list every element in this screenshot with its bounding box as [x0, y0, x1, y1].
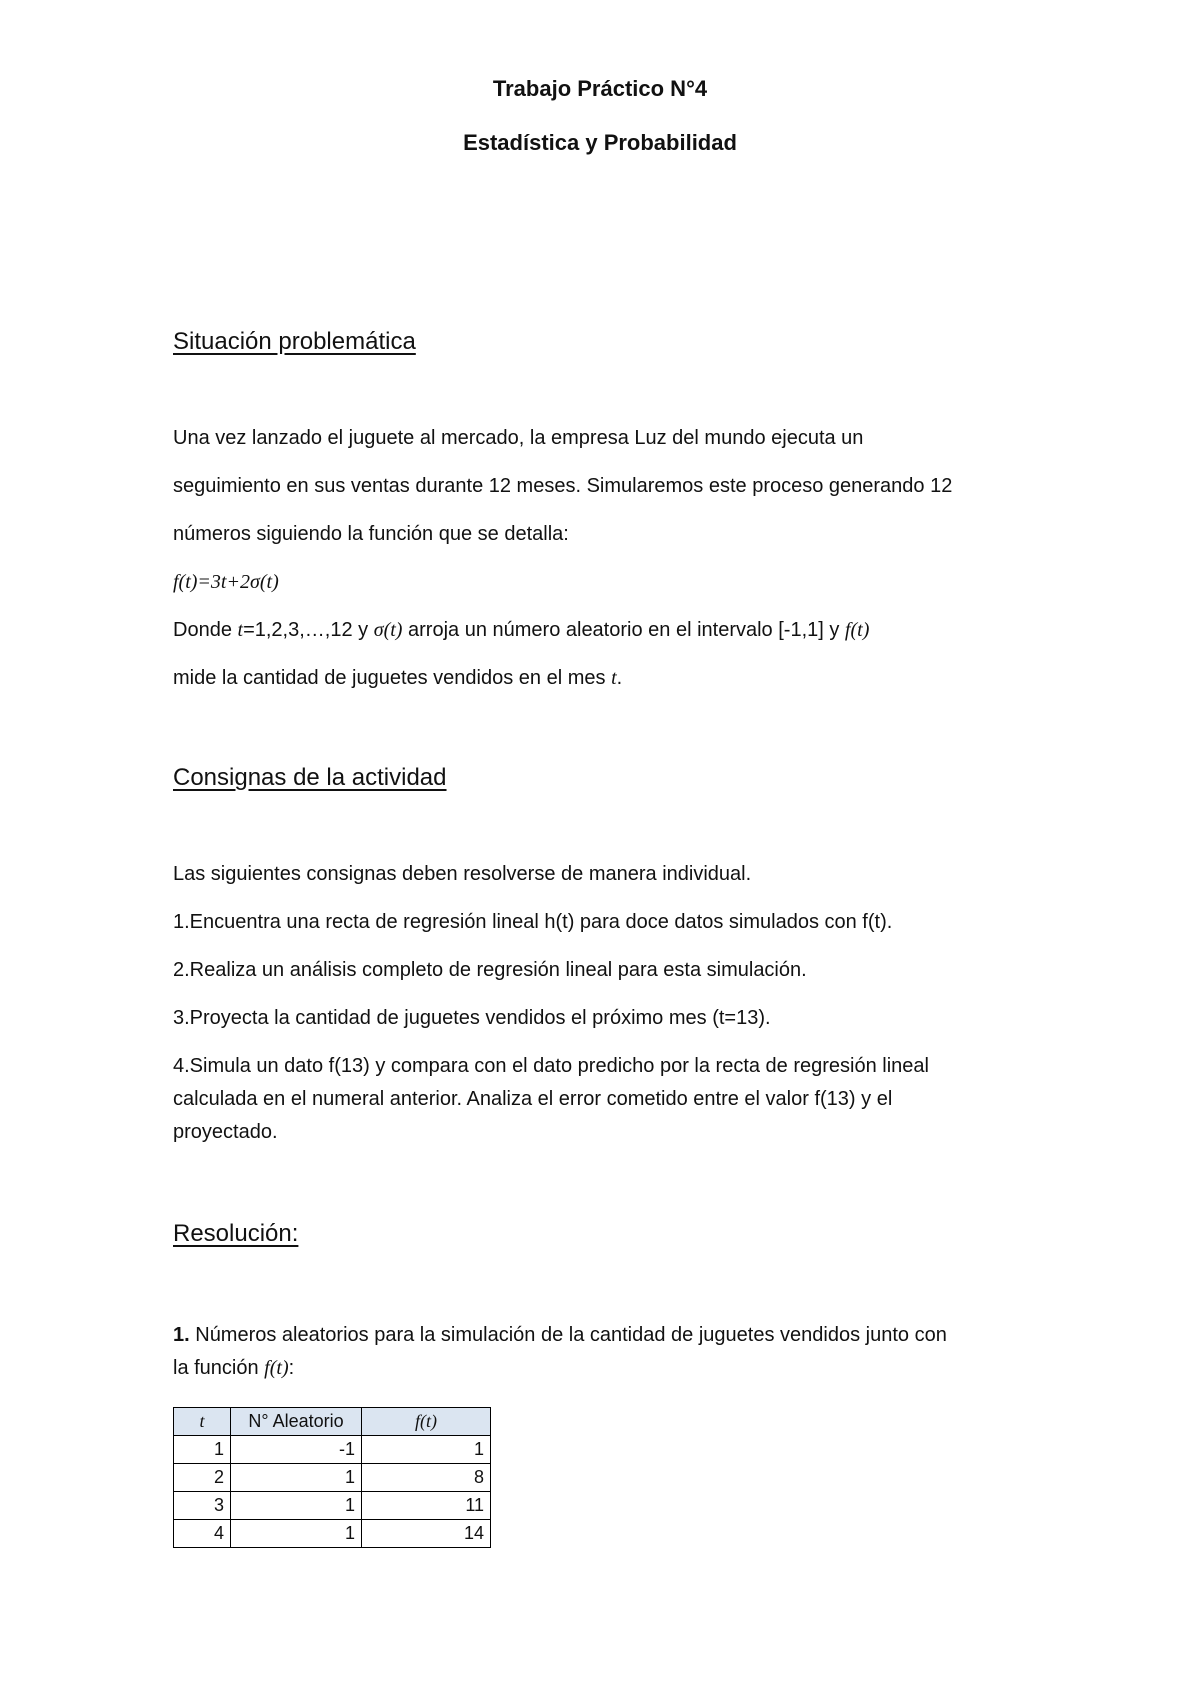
variable-t: t	[237, 619, 244, 641]
column-header-t: t	[174, 1408, 231, 1436]
mide-text: mide la cantidad de juguetes vendidos en el mes	[173, 667, 612, 689]
resolucion-text: :	[288, 1357, 295, 1379]
donde-text: arroja un número aleatorio en el intervalo [-1,1] y	[402, 619, 845, 641]
table-row	[174, 1436, 491, 1464]
consigna-item: 3.Proyecta la cantidad de juguetes vendidos el próximo mes (t=13).	[173, 1007, 771, 1029]
donde-text: Donde	[173, 619, 238, 641]
consigna-item: 4.Simula un dato f(13) y compara con el dato predicho por la recta de regresión lineal	[173, 1055, 929, 1077]
table-cell: 8	[362, 1464, 491, 1492]
document-title: Trabajo Práctico N°4	[492, 76, 708, 101]
table-cell: 3	[174, 1492, 231, 1520]
donde-text: =1,2,3,…,12 y	[243, 619, 374, 641]
table-cell: 1	[231, 1464, 362, 1492]
resolucion-text: la función	[173, 1357, 265, 1379]
variable-t: t	[611, 667, 617, 689]
consigna-item-continued: proyectado.	[173, 1121, 278, 1143]
sigma-function: σ(t)	[373, 619, 403, 641]
situacion-heading: Situación problemática	[173, 328, 416, 355]
table-header-row	[174, 1408, 491, 1436]
table-cell: 14	[362, 1520, 491, 1548]
situacion-paragraph-line: números siguiendo la función que se detalla:	[173, 523, 569, 545]
f-function: f(t)	[264, 1357, 289, 1379]
table-cell: 2	[174, 1464, 231, 1492]
simulation-table	[173, 1407, 491, 1548]
resolucion-line	[173, 1324, 947, 1347]
situacion-paragraph-line: seguimiento en sus ventas durante 12 meses. Simularemos este proceso generando 12	[173, 475, 953, 497]
table-cell: 4	[174, 1520, 231, 1548]
table-cell: 1	[174, 1436, 231, 1464]
table-cell: 1	[231, 1492, 362, 1520]
table-row	[174, 1464, 491, 1492]
table-cell: -1	[231, 1436, 362, 1464]
consignas-heading: Consignas de la actividad	[173, 764, 447, 791]
resolucion-text: Números aleatorios para la simulación de la cantidad de juguetes vendidos junto con	[189, 1324, 947, 1346]
table-cell: 1	[231, 1520, 362, 1548]
mide-text: .	[616, 667, 623, 689]
table-row	[174, 1492, 491, 1520]
column-header-ft: f(t)	[362, 1408, 491, 1436]
mide-line	[173, 667, 622, 690]
table-row	[174, 1520, 491, 1548]
consigna-item: 1.Encuentra una recta de regresión lineal h(t) para doce datos simulados con f(t).	[173, 911, 893, 933]
table-cell: 11	[362, 1492, 491, 1520]
consigna-item-continued: calculada en el numeral anterior. Analiza el error cometido entre el valor f(13) y el	[173, 1088, 893, 1110]
table-cell: 1	[362, 1436, 491, 1464]
consigna-item: 2.Realiza un análisis completo de regresión lineal para esta simulación.	[173, 959, 807, 981]
f-function: f(t)	[844, 619, 870, 641]
situacion-paragraph-line: Una vez lanzado el juguete al mercado, la empresa Luz del mundo ejecuta un	[173, 427, 864, 449]
function-formula: f(t)=3t+2σ(t)	[173, 571, 279, 593]
consignas-intro: Las siguientes consignas deben resolverse de manera individual.	[173, 863, 752, 885]
column-header-aleatorio: N° Aleatorio	[231, 1408, 362, 1436]
document-subtitle: Estadística y Probabilidad	[463, 130, 737, 155]
resolucion-heading: Resolución:	[173, 1220, 299, 1247]
resolucion-number: 1.	[173, 1324, 190, 1346]
donde-line	[173, 619, 869, 642]
resolucion-line	[173, 1357, 294, 1380]
